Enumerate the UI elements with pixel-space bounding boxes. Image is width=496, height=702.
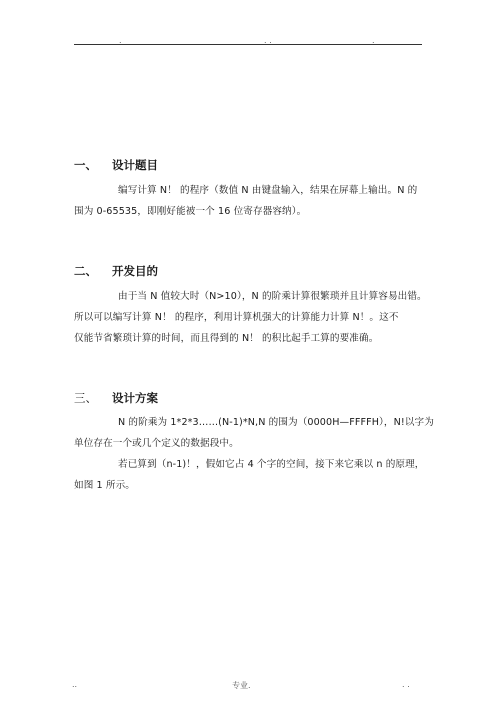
section-heading-1 xyxy=(74,157,158,173)
footer-center: 专业. xyxy=(232,681,251,690)
paragraph-line: 由于当 N 值较大时（N>10），N 的阶乘计算很繁琐并且计算容易出错。 xyxy=(118,291,427,302)
section-body-3 xyxy=(74,412,434,496)
footer-left: .. xyxy=(72,680,78,689)
paragraph-line: 如图 1 所示。 xyxy=(74,480,135,491)
paragraph-line: 若已算到（n-1)！，假如它占 4 个字的空间，接下来它乘以 n 的原理， xyxy=(118,459,425,470)
paragraph-line: 单位存在一个或几个定义的数据段中。 xyxy=(74,438,239,449)
section-title-3: 设计方案 xyxy=(112,391,158,405)
paragraph-line: 仅能节省繁琐计算的时间，而且得到的 N！ 的积比起手工算的要准确。 xyxy=(74,333,379,344)
section-heading-3 xyxy=(74,390,158,406)
header-mark-center: . . xyxy=(264,36,272,45)
section-number-1: 一、 xyxy=(74,158,97,172)
paragraph-line: N 的阶乘为 1*2*3……(N-1)*N,N 的围为（0000H—FFFFH），N!以字为 xyxy=(118,417,434,428)
section-body-2 xyxy=(74,286,427,349)
header-mark-left: . xyxy=(119,36,122,45)
section-title-1: 设计题目 xyxy=(112,158,158,172)
header-rule xyxy=(74,44,422,45)
section-number-3: 三、 xyxy=(74,391,97,405)
section-number-2: 二、 xyxy=(74,264,97,278)
paragraph-line: 所以可以编写计算 N！ 的程序，利用计算机强大的计算能力计算 N！。这不 xyxy=(74,312,399,323)
section-title-2: 开发目的 xyxy=(112,264,158,278)
paragraph-line: 围为 0-65535，即刚好能被一个 16 位寄存器容纳）。 xyxy=(74,206,307,217)
section-body-1 xyxy=(74,180,422,222)
header-mark-right: . xyxy=(372,36,375,45)
section-heading-2 xyxy=(74,263,158,279)
paragraph-line: 编写计算 N！ 的程序（数值 N 由键盘输入，结果在屏幕上输出。N 的 xyxy=(118,185,418,196)
footer-right: . . xyxy=(402,680,410,689)
